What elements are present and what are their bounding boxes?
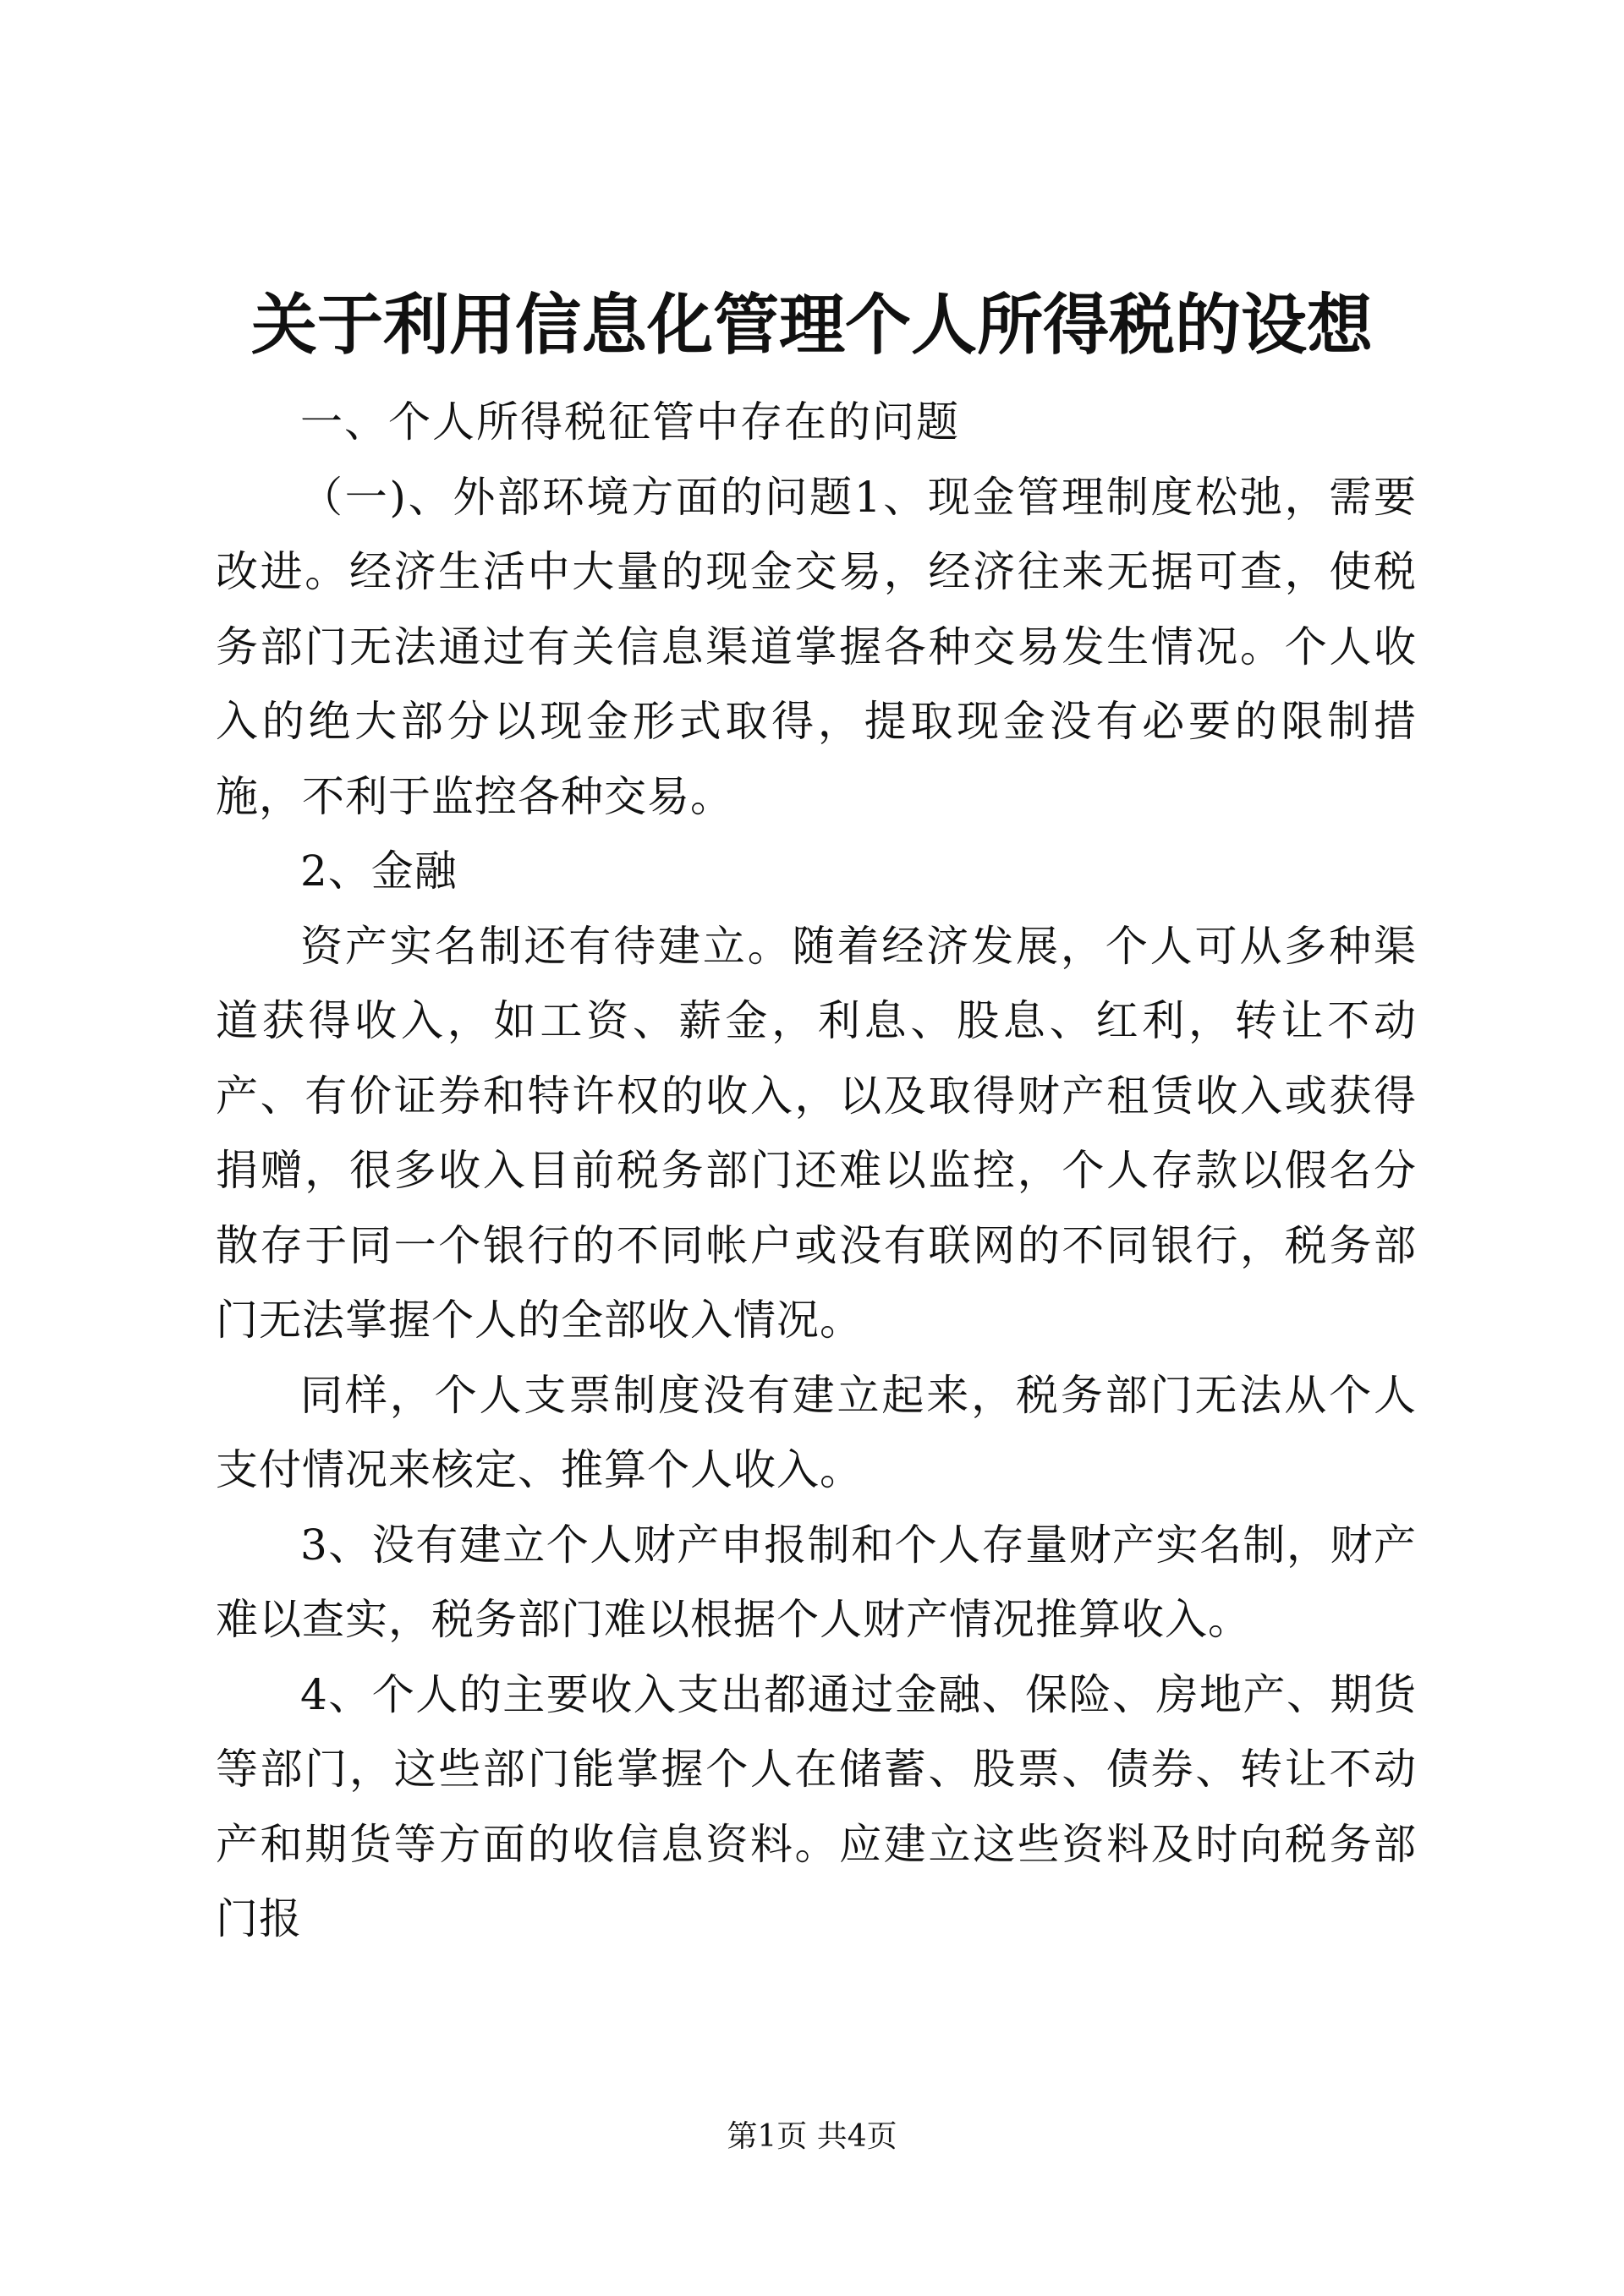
paragraph: 2、金融	[300, 847, 458, 896]
paragraph: （一)、外部环境方面的问题1、现金管理制度松弛，需要改进。经济生活中大量的现金交易，经济往来无据可查，使税务部门无法通过有关信息渠道掌握各种交易发生情况。个人收入的绝大部分以现金形式取得，提取现金没有必要的限制措施，不利于监控各种交易。	[216, 472, 1417, 821]
document-body	[216, 385, 1417, 1957]
paragraph: 同样，个人支票制度没有建立起来，税务部门无法从个人支付情况来核定、推算个人收入。	[216, 1370, 1417, 1494]
document-title: 关于利用信息化管理个人所得税的设想	[250, 287, 1373, 364]
page-number-footer: 第1页 共4页	[727, 2119, 897, 2154]
paragraph: 资产实名制还有待建立。随着经济发展，个人可从多种渠道获得收入，如工资、薪金，利息、股息、红利，转让不动产、有价证券和特许权的收入，以及取得财产租赁收入或获得捐赠，很多收入目前税务部门还难以监控，个人存款以假名分散存于同一个银行的不同帐户或没有联网的不同银行，税务部门无法掌握个人的全部收入情况。	[216, 921, 1417, 1345]
paragraph: 4、个人的主要收入支出都通过金融、保险、房地产、期货等部门，这些部门能掌握个人在储蓄、股票、债券、转让不动产和期货等方面的收信息资料。应建立这些资料及时向税务部门报	[216, 1669, 1417, 1943]
section-heading: 一、个人所得税征管中存在的问题	[300, 397, 960, 447]
paragraph: 3、没有建立个人财产申报制和个人存量财产实名制，财产难以查实，税务部门难以根据个人财产情况推算收入。	[216, 1520, 1417, 1644]
